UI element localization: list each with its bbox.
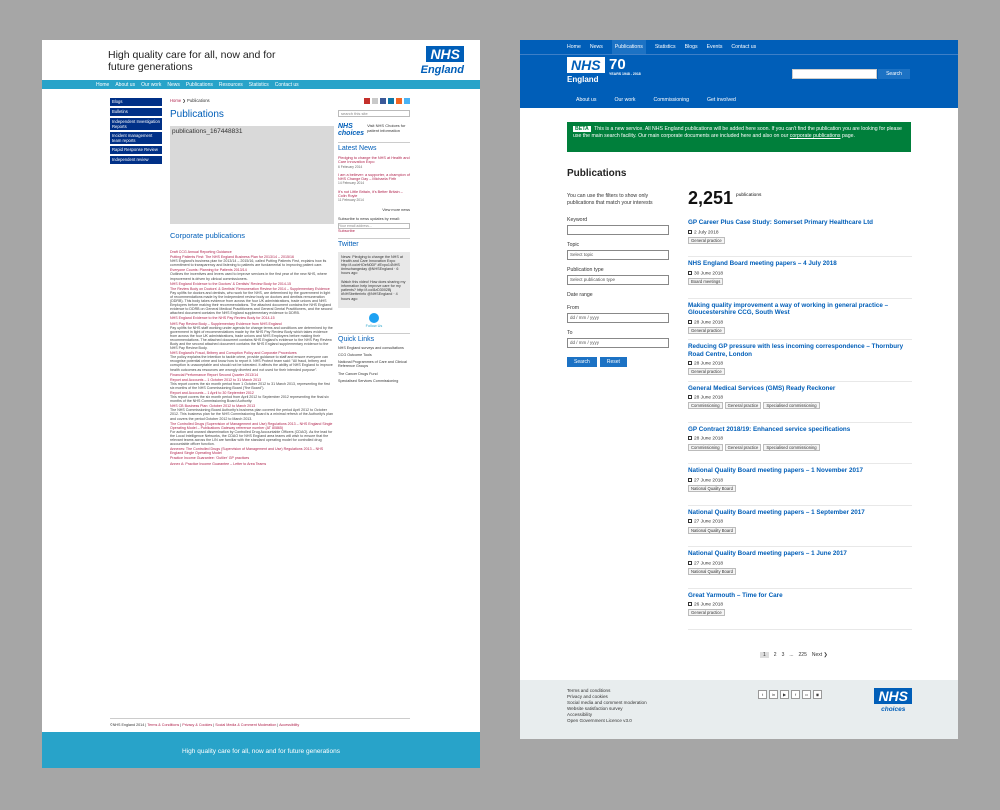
document-item	[170, 456, 334, 460]
tag-badge[interactable]: Commissioning	[688, 444, 723, 451]
subscribe-section: Subscribe to news updates by email: Your email address... Subscribe	[338, 217, 410, 233]
flickr-icon[interactable]	[372, 98, 378, 104]
result-title-link[interactable]: GP Contract 2018/19: Enhanced service specifications	[688, 425, 851, 433]
result-tags	[688, 568, 912, 575]
topnav-events[interactable]: Events	[706, 44, 723, 50]
nhs-choices-promo[interactable]	[338, 123, 410, 137]
tag-badge[interactable]: Commissioning	[688, 402, 723, 409]
flickr-icon[interactable]: ••	[802, 690, 811, 699]
document-item	[170, 255, 334, 267]
result-item	[688, 423, 912, 464]
tag-badge[interactable]: General practice	[725, 444, 762, 451]
youtube-icon[interactable]: ▶	[780, 690, 789, 699]
footer-link[interactable]: Accessibility	[567, 712, 593, 718]
document-list	[170, 250, 334, 466]
results-list	[688, 216, 912, 630]
subscribe-email-input[interactable]: Your email address...	[338, 223, 410, 229]
quick-link[interactable]: NHS England surveys and consultations	[338, 345, 404, 350]
footer-link[interactable]: Accessibility	[279, 723, 300, 727]
document-item	[170, 287, 334, 316]
pagination	[760, 652, 828, 658]
tag-badge[interactable]: National Quality Board	[688, 527, 736, 534]
document-link[interactable]: NHS England Evidence to the Doctors' & Dentists' Review Body for 2014-15	[170, 281, 292, 286]
document-description: Pay uplifts for NHS staff working under agenda for change terms and conditions are determined by the government in light of recommendations made by the NHS Pay Review Body which takes evidence from across the four UK administrations, trade unions and NHS Employers before making their recommendations. The attached document contains NHS England's evidence to the NHS Pay Review Body and the second attached document contains the NHS England supplementary evidence to the NHS Pay Review Body.	[170, 325, 333, 351]
quick-link[interactable]: The Cancer Drugs Fund	[338, 371, 378, 376]
result-date: 30 June 2018	[688, 271, 912, 276]
document-description: This report covers the six month period from April 2012 to September 2012 representing the final six months of the NHS Commissioning Board Authority.	[170, 395, 329, 404]
footer-link[interactable]: Terms & Conditions	[147, 723, 180, 727]
nhs-70-years-logo: 70 YEARS 1948 - 2018	[609, 56, 641, 76]
search-input[interactable]	[792, 69, 877, 79]
topnav-publications[interactable]: Publications	[612, 40, 646, 54]
subnav-our-work[interactable]: Our work	[614, 97, 636, 103]
footer-link[interactable]: Social Media & Comment Moderation	[215, 723, 277, 727]
twitter-bird-icon[interactable]	[369, 313, 379, 323]
nhs-england-logo[interactable]: NHS England	[567, 57, 605, 84]
calendar-icon	[688, 395, 692, 399]
news-item[interactable]: It's not Little Britain, it's Better Britain – Colin Royle 11 February 2014	[338, 189, 403, 203]
nav-publications[interactable]: Publications	[185, 82, 213, 88]
tag-badge[interactable]: General practice	[688, 368, 725, 375]
tweet[interactable]: News: Pledging to change the NHS at Health and Care Innovation Expo http://t.co/eHOeN0DF #Expo14NHS #nhschangeday @NHSEngland · 6 hours ago	[341, 254, 403, 276]
twitter-icon[interactable]: t	[758, 690, 767, 699]
result-count	[688, 188, 761, 209]
broken-image	[170, 126, 334, 224]
tag-badge[interactable]: Specialised commissioning	[763, 402, 819, 409]
page-1[interactable]: 1	[760, 652, 769, 658]
result-tags	[688, 444, 912, 451]
search-filter-button[interactable]: Search	[567, 357, 597, 367]
twitter-icon[interactable]	[404, 98, 410, 104]
calendar-icon	[688, 320, 692, 324]
result-tags	[688, 278, 912, 285]
document-item	[170, 422, 334, 447]
document-item	[170, 351, 334, 371]
result-count-label: publications	[736, 193, 762, 198]
document-link[interactable]: Draft CCG Annual Reporting Guidance	[170, 250, 232, 254]
document-item	[170, 391, 334, 403]
calendar-icon	[688, 271, 692, 275]
youtube-icon[interactable]	[364, 98, 370, 104]
result-tags	[688, 327, 912, 334]
side-nav	[110, 98, 162, 166]
calendar-icon	[688, 230, 692, 234]
calendar-icon	[688, 602, 692, 606]
document-link[interactable]: The Review Body on Doctors' & Dentists' Remuneration Review for 2014 – Supplementary Evidence	[170, 286, 330, 291]
result-title-link[interactable]: Making quality improvement a way of working in general practice – Gloucestershire CCG, South West	[688, 301, 889, 317]
result-title-link[interactable]: National Quality Board meeting papers – 1 June 2017	[688, 550, 847, 558]
rss-icon[interactable]	[396, 98, 402, 104]
linkedin-icon[interactable]	[388, 98, 394, 104]
tag-badge[interactable]: General practice	[688, 609, 725, 616]
beta-banner: BETA This is a new service. All NHS England publications will be added here soon. If you can't find the publication you are looking for please use the main search facility. Our main corporate documents are included here and also on our corporate publications page.	[567, 122, 911, 152]
page-ellipsis: ...	[789, 652, 794, 658]
topnav-blogs[interactable]: Blogs	[684, 44, 698, 50]
subnav-commissioning[interactable]: Commissioning	[653, 97, 689, 103]
result-item	[688, 506, 912, 547]
document-link[interactable]: Report and Accounts – 1 April to 30 September 2012	[170, 391, 254, 395]
subscribe-button[interactable]: Subscribe	[338, 228, 355, 233]
filter-buttons	[567, 357, 669, 367]
document-item	[170, 373, 334, 377]
facebook-icon[interactable]: f	[791, 690, 800, 699]
topnav-home[interactable]: Home	[567, 44, 581, 50]
document-link[interactable]: Annex A: Practice Income Guarantee – Letter to Area Teams	[170, 461, 267, 466]
document-link[interactable]: NHS Pay Review Body – Supplementary Evidence from NHS England	[170, 321, 282, 326]
news-item[interactable]: I am a believer: a supporter, a champion of NHS Change Day – Michaela Firth 14 February 2014	[338, 172, 410, 186]
new-site-screenshot	[520, 40, 958, 739]
footer-link[interactable]: Social media and comment moderation	[567, 700, 647, 706]
document-description: This report covers the six month period from 1 October 2012 to 31 March 2013, representing the first six months of the NHS Commissioning Board ("the Board").	[170, 381, 330, 390]
social-icons	[338, 98, 410, 104]
result-date: 27 June 2018	[688, 478, 912, 483]
nhs-choices-logo: NHS choices	[338, 123, 365, 137]
news-list	[338, 156, 410, 203]
search-button[interactable]: Search	[878, 69, 910, 79]
result-date: 28 June 2018	[688, 361, 912, 366]
tag-badge[interactable]: National Quality Board	[688, 485, 736, 492]
calendar-icon	[688, 478, 692, 482]
footer-social-icons	[758, 690, 822, 699]
top-nav	[520, 40, 958, 55]
document-item	[170, 268, 334, 280]
tag-badge[interactable]: General practice	[688, 327, 725, 334]
document-description: Pay uplifts for doctors and dentists, who work for the NHS, are determined by the government in light of recommendations made by the independent review body on doctors and dentists remuneration (DDRB). This body takes evidence from across the four UK administrations, trade unions and NHS Employers before making their recommendations. The attached document contains the NHS England evidence to DDRB on General Medical Practitioners and General Dental Practitioners, and the second attached document contains the NHS England supplementary evidence to DDRB.	[170, 290, 333, 316]
reset-filter-button[interactable]: Reset	[600, 357, 627, 367]
view-more-news[interactable]: View more news	[382, 207, 410, 212]
date-from-input[interactable]: dd / mm / yyyy	[567, 313, 669, 323]
result-date: 27 June 2018	[688, 519, 912, 524]
nhs-choices-text: Visit NHS Choices for patient information	[367, 123, 406, 133]
quick-link[interactable]: CCG Outcome Tools	[338, 352, 372, 357]
keyword-input[interactable]	[567, 225, 669, 235]
calendar-icon	[688, 436, 692, 440]
quick-links-list	[338, 346, 410, 383]
keyword-label: Keyword	[567, 217, 588, 223]
linkedin-icon[interactable]: in	[769, 690, 778, 699]
date-range-label: Date range	[567, 292, 593, 298]
result-date: 26 June 2018	[688, 602, 912, 607]
result-title-link[interactable]: GP Career Plus Case Study: Somerset Primary Healthcare Ltd	[688, 219, 874, 226]
nav-news[interactable]: News	[167, 82, 180, 88]
document-description: Outlines the incentives and levers used to improve services in the first year of the new NHS, where improvement is driven by clinical commissioners.	[170, 272, 328, 281]
document-item	[170, 250, 334, 254]
rss-icon[interactable]: ◉	[813, 690, 822, 699]
main-content	[170, 98, 334, 467]
result-tags	[688, 527, 912, 534]
type-label: Publication type	[567, 267, 604, 273]
document-item	[170, 404, 334, 420]
publication-type-select[interactable]: Select publication type	[567, 275, 669, 285]
subnav-about[interactable]: About us	[576, 97, 597, 103]
page-3[interactable]: 3	[781, 652, 785, 658]
from-label: From	[567, 305, 580, 311]
result-title-link[interactable]: NHS England Board meeting papers – 4 July 2018	[688, 260, 837, 268]
result-tags	[688, 237, 912, 244]
document-item	[170, 282, 334, 286]
image-alt-text: publications_167448831	[172, 128, 243, 135]
header-banner	[520, 55, 958, 92]
document-item	[170, 316, 334, 320]
quick-links-heading: Quick Links	[338, 333, 410, 343]
footer-link[interactable]: Privacy & Cookies	[182, 723, 213, 727]
result-date: 28 June 2018	[688, 395, 912, 400]
tag-badge[interactable]: Board meetings	[688, 278, 723, 285]
tag-badge[interactable]: General practice	[688, 237, 725, 244]
topic-label: Topic	[567, 242, 580, 248]
page-title: Publications	[567, 168, 627, 179]
sidenav-independent-review[interactable]: Independent review	[110, 156, 162, 164]
nav-contact[interactable]: Contact us	[274, 82, 299, 88]
sidenav-rapid-response[interactable]: Rapid Response Review	[110, 146, 162, 154]
topnav-news[interactable]: News	[589, 44, 603, 50]
nav-home[interactable]: Home	[96, 82, 110, 88]
sidenav-bulletins[interactable]: Bulletins	[110, 108, 162, 116]
tag-badge[interactable]: General practice	[725, 402, 762, 409]
page-2[interactable]: 2	[773, 652, 777, 658]
corporate-publications-link[interactable]: corporate publications	[789, 133, 841, 139]
document-link[interactable]: Putting Patients First: The NHS England Business Plan for 2013/14 – 2015/16	[170, 255, 294, 260]
document-link[interactable]: Practice Income Guarantee: 'Outlier' GP practices	[170, 456, 250, 461]
footer-tagline: High quality care for all, now and for future generations	[182, 748, 340, 755]
result-count-number: 2,251	[688, 188, 734, 208]
result-date: 28 June 2018	[688, 436, 912, 441]
result-tags	[688, 368, 912, 375]
tweet-list	[338, 252, 410, 308]
breadcrumb	[170, 98, 334, 103]
section-nav	[520, 92, 958, 108]
calendar-icon	[688, 561, 692, 565]
to-label: To	[567, 330, 573, 336]
result-title-link[interactable]: National Quality Board meeting papers – 1 September 2017	[688, 508, 865, 516]
footer-link[interactable]: Open Government Licence v3.0	[567, 718, 632, 724]
document-description: For action and onward dissemination by Controlled Drug Accountable Officers (CDAO). As the lead for the Local Intelligence Networks, the CDAO for NHS England area teams will wish to ensure that the relevant teams across the LIN are familiar with the standard operating model for controlled drug accountable officer function.	[170, 429, 333, 447]
old-site-screenshot	[42, 40, 480, 768]
result-date: 2 July 2018	[688, 230, 912, 235]
sidenav-investigation-reports[interactable]: Independent Investigation Reports	[110, 118, 162, 130]
result-tags	[688, 609, 912, 616]
document-link[interactable]: NHS England Evidence to the NHS Pay Review Body for 2014-15	[170, 316, 275, 321]
document-description: NHS England's business plan for 2013/14 – 2015/16, called Putting Patients First, explains how its commitment to transparency and listening to patients are fundamental to improving patient care.	[170, 259, 327, 268]
result-title-link[interactable]: National Quality Board meeting papers – 1 November 2017	[688, 467, 863, 475]
search-input[interactable]: search this site	[338, 110, 410, 117]
quick-link[interactable]: Specialised Services Commissioning	[338, 378, 399, 383]
nhs-england-logo[interactable]: NHS England	[420, 46, 464, 76]
chevron-right-icon: ❯	[182, 98, 186, 103]
result-tags	[688, 485, 912, 492]
calendar-icon	[688, 519, 692, 523]
footer-link[interactable]: Terms and conditions	[567, 688, 611, 693]
filter-panel	[567, 193, 669, 367]
news-item[interactable]: Pledging to change the NHS at Health and Care Innovation Expo 6 February 2014	[338, 156, 410, 169]
result-item	[688, 299, 912, 340]
footer-link[interactable]: Privacy and cookies	[567, 694, 608, 700]
site-tagline: High quality care for all, now and for future generations	[108, 49, 276, 73]
beta-text: This is a new service. All NHS England publications will be added here soon. If you can't find the publication you are looking for please use the main search facility. Our main corporate documents are included here and also on our	[573, 126, 902, 139]
result-item	[688, 464, 912, 505]
topic-select[interactable]: Select topic	[567, 250, 669, 260]
document-link[interactable]: Everyone Counts: Planning for Patients 2013/14	[170, 268, 247, 273]
tweet[interactable]: Watch this video! How does sharing my information help improve care for my patients? http://t.co/8zD3002Bj #NHSbetterinfo @NHSEngland · 4 hours ago	[341, 279, 406, 301]
beta-tag: BETA	[575, 126, 589, 132]
main-nav	[42, 80, 480, 90]
result-item	[688, 589, 912, 630]
filter-intro: You can use the filters to show only publications that match your interests	[567, 193, 653, 206]
result-date: 27 June 2018	[688, 561, 912, 566]
document-description: The policy explains the intention to tackle crime, provide guidance to staff and ensure everyone can recognise potential crime and know how to report it. NHS Protect team said: "All fraud, bribery and corruption is unacceptable and should not be tolerated. It affects the ability of NHS England to improve health outcomes as resources are wrongly diverted and not used for their intended purpose".	[170, 355, 333, 372]
document-item	[170, 322, 334, 351]
footer-links	[567, 688, 647, 725]
next-page-button[interactable]: Next ❯	[811, 652, 828, 658]
document-link[interactable]: NHS CB Business Plan: October 2012 to March 2013	[170, 404, 256, 409]
latest-news-heading: Latest News	[338, 142, 410, 152]
tag-badge[interactable]: Specialised commissioning	[763, 444, 819, 451]
document-link[interactable]: Financial Performance Report Second Quarter 2013/14	[170, 372, 259, 377]
quick-link[interactable]: National Programmes of Care and Clinical Reference Groups	[338, 360, 407, 369]
document-item	[170, 462, 334, 466]
breadcrumb-current: Publications	[187, 98, 210, 103]
nav-our-work[interactable]: Our work	[141, 82, 162, 88]
result-item	[688, 216, 912, 257]
document-description: The NHS Commissioning Board Authority's business plan covered the period April 2012 to October 2012. This business plan for the NHS Commissioning Board is a minimal refresh of the Authority's plan and covers the period October 2012 to March 2013.	[170, 408, 334, 421]
result-title-link[interactable]: Reducing GP pressure with less incoming correspondence – Thornbury Road Centre, London	[688, 343, 904, 358]
calendar-icon	[688, 361, 692, 365]
subnav-get-involved[interactable]: Get involved	[707, 97, 736, 103]
tag-badge[interactable]: National Quality Board	[688, 568, 736, 575]
section-title: Corporate publications	[170, 231, 246, 240]
result-date: 28 June 2018	[688, 320, 912, 325]
document-link[interactable]: Report and Accounts – 1 October 2012 to 31 March 2013	[170, 377, 262, 382]
date-to-input[interactable]: dd / mm / yyyy	[567, 338, 669, 348]
result-item	[688, 340, 912, 381]
breadcrumb-home[interactable]: Home	[170, 98, 182, 103]
right-sidebar	[338, 98, 410, 383]
page-last[interactable]: 225	[798, 652, 807, 658]
footer-links: ©NHS England 2014 | Terms & Conditions | Privacy & Cookies | Social Media & Comment Moderation | Accessibility	[110, 718, 410, 727]
topnav-contact[interactable]: Contact us	[731, 44, 757, 50]
result-item	[688, 257, 912, 298]
sidenav-blogs[interactable]: Blogs	[110, 98, 162, 106]
result-title-link[interactable]: Great Yarmouth – Time for Care	[688, 591, 783, 599]
twitter-heading: Twitter	[338, 238, 410, 248]
document-item	[170, 447, 334, 455]
nav-statistics[interactable]: Statistics	[248, 82, 269, 88]
footer	[520, 680, 958, 739]
footer-copyright: ©NHS England 2014	[110, 723, 145, 727]
result-item	[688, 547, 912, 588]
result-item	[688, 382, 912, 423]
page-title: Publications	[170, 109, 224, 120]
document-link[interactable]: Annexes: The Controlled Drugs (Supervision of Management and Use) Regulations 2013 – NHS England Single Operating Model	[170, 447, 324, 456]
nav-about[interactable]: About us	[115, 82, 136, 88]
nav-resources[interactable]: Resources	[218, 82, 243, 88]
result-tags	[688, 402, 912, 409]
document-link[interactable]: NHS England's Fraud, Bribery and Corruption Policy and Corporate Procedures	[170, 351, 297, 356]
nhs-choices-logo[interactable]: NHS choices	[874, 688, 912, 713]
result-title-link[interactable]: General Medical Services (GMS) Ready Reckoner	[688, 384, 836, 392]
facebook-icon[interactable]	[380, 98, 386, 104]
document-item	[170, 378, 334, 390]
follow-us-link[interactable]: Follow Us	[365, 323, 383, 328]
sidenav-incident-reports[interactable]: Incident management team reports	[110, 132, 162, 144]
topnav-statistics[interactable]: Statistics	[654, 44, 676, 50]
document-link[interactable]: The Controlled Drugs (Supervision of Management and Use) Regulations 2013 – NHS England Single Operating Model – Publications Gateway reference number (AT 80865)	[170, 421, 333, 430]
footer-link[interactable]: Website satisfaction survey	[567, 706, 623, 712]
